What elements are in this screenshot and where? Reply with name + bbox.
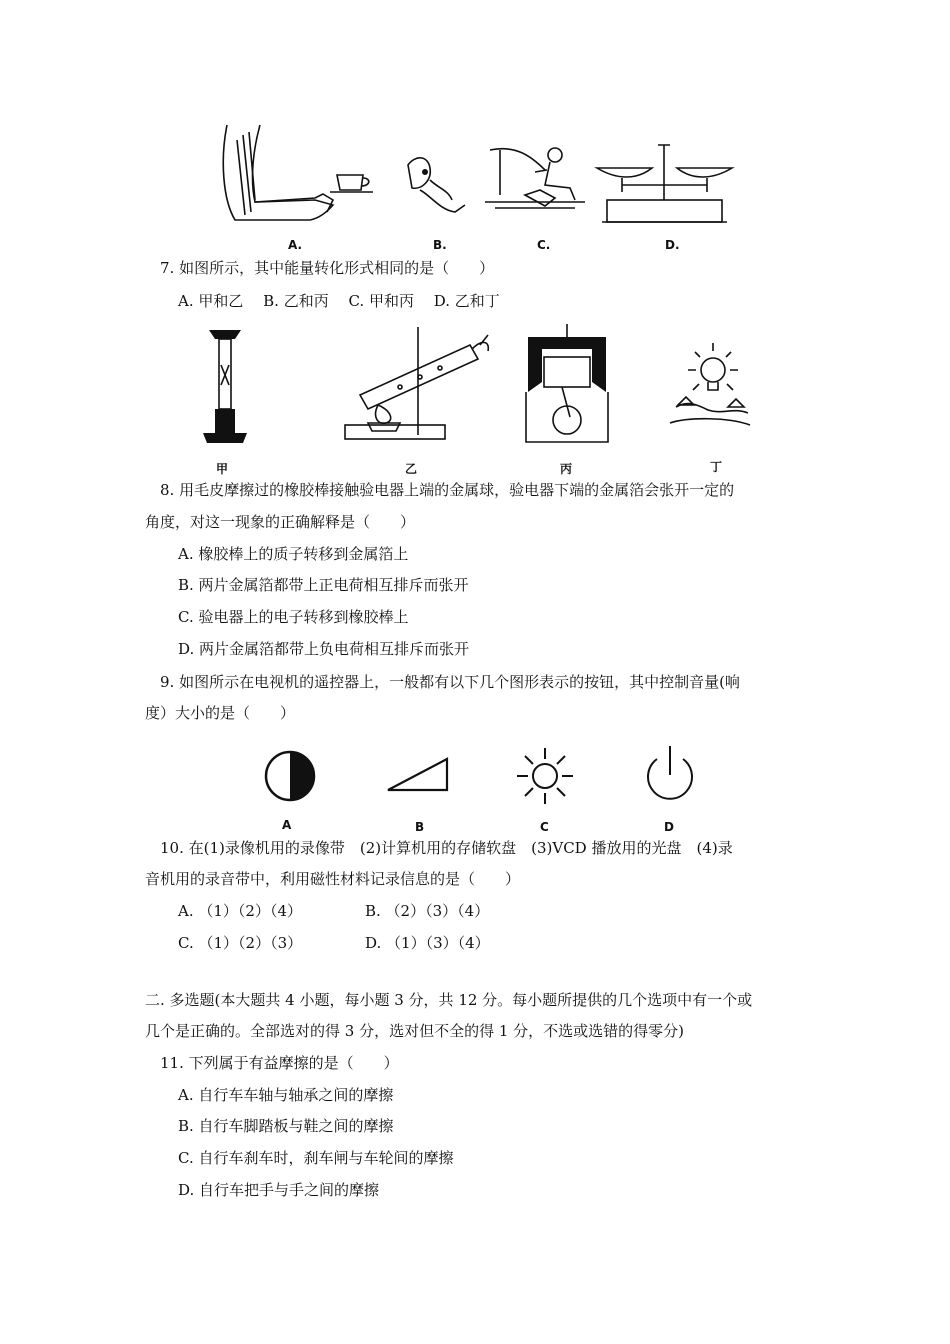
fig6-label-c: C. (537, 238, 551, 252)
q11-option-a: A. 自行车车轴与轴承之间的摩擦 (178, 1086, 394, 1104)
q8-stem-line2: 角度，对这一现象的正确解释是（ ） (145, 513, 416, 531)
q7-fig-label-bing: 丙 (560, 462, 573, 476)
q7-fig-label-yi: 乙 (405, 462, 418, 476)
q7-fig-label-jia: 甲 (216, 462, 229, 476)
q10-stem-line1: 10. 在(1)录像机用的录像带 (2)计算机用的存储软盘 (3)VCD 播放用的光盘 (4)录 (160, 839, 733, 857)
q11-option-b: B. 自行车脚踏板与鞋之间的摩擦 (178, 1117, 394, 1135)
contrast-half-circle-icon (262, 748, 318, 804)
q9-fig-label-d: D (664, 820, 674, 834)
q8-option-d: D. 两片金属箔都带上负电荷相互排斥而张开 (178, 640, 470, 658)
bing-engine-illustration (522, 322, 612, 452)
fishing-man-illustration (485, 140, 585, 220)
section2-heading-line2: 几个是正确的。全部选对的得 3 分，选对但不全的得 1 分，不选或选错的得零分) (145, 1022, 685, 1040)
balance-scale-illustration (592, 140, 737, 230)
fig6-label-b: B. (433, 238, 447, 252)
brightness-sun-icon (514, 745, 576, 807)
q10-option-c: C. （1）（2）（3） (178, 934, 303, 952)
yi-test-tube-illustration (340, 325, 490, 450)
q8-option-b: B. 两片金属箔都带上正电荷相互排斥而张开 (178, 576, 469, 594)
q9-fig-label-c: C (540, 820, 549, 834)
volume-triangle-icon (385, 755, 455, 795)
q9-fig-label-a: A (282, 818, 292, 832)
q7-stem: 7. 如图所示，其中能量转化形式相同的是（ ） (160, 259, 495, 277)
q11-stem: 11. 下列属于有益摩擦的是（ ） (160, 1054, 399, 1072)
arm-holding-cup-illustration (215, 120, 375, 230)
q9-stem-line1: 9. 如图所示在电视机的遥控器上，一般都有以下几个图形表示的按钮，其中控制音量(响 (160, 673, 740, 691)
fig6-label-a: A. (288, 238, 303, 252)
fig6-label-d: D. (665, 238, 680, 252)
q10-stem-line2: 音机用的录音带中，利用磁性材料记录信息的是（ ） (145, 870, 521, 888)
ding-bulb-circuit-illustration (668, 335, 753, 435)
q10-option-b: B. （2）（3）（4） (365, 902, 490, 920)
q9-fig-label-b: B (415, 820, 425, 834)
q8-stem-line1: 8. 用毛皮摩擦过的橡胶棒接触验电器上端的金属球，验电器下端的金属箔会张开一定的 (160, 481, 735, 499)
power-icon (640, 743, 700, 805)
q10-option-d: D. （1）（3）（4） (365, 934, 490, 952)
q9-stem-line2: 度）大小的是（ ） (145, 704, 296, 722)
q8-option-c: C. 验电器上的电子转移到橡胶棒上 (178, 608, 409, 626)
section2-heading-line1: 二. 多选题(本大题共 4 小题，每小题 3 分，共 12 分。每小题所提供的几个选项中有一个或 (145, 991, 753, 1009)
q11-option-c: C. 自行车刹车时，刹车闸与车轮间的摩擦 (178, 1149, 454, 1167)
q8-option-a: A. 橡胶棒上的质子转移到金属箔上 (178, 545, 409, 563)
hands-illustration (400, 150, 470, 220)
q11-option-d: D. 自行车把手与手之间的摩擦 (178, 1181, 380, 1199)
q10-option-a: A. （1）（2）（4） (178, 902, 302, 920)
q7-options: A. 甲和乙 B. 乙和丙 C. 甲和丙 D. 乙和丁 (178, 292, 500, 310)
jia-apparatus-illustration (195, 325, 255, 450)
q7-fig-label-ding: 丁 (710, 460, 723, 474)
